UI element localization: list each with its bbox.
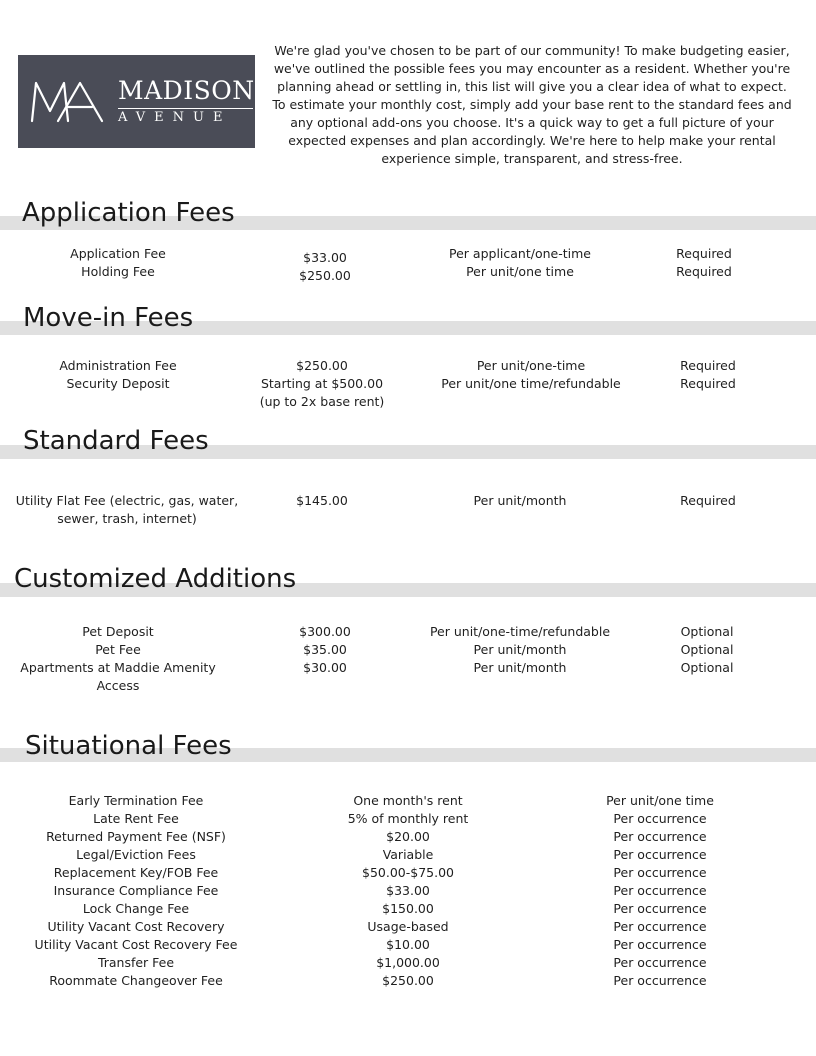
fee-frequency: Per unit/one-time/refundable — [429, 624, 611, 639]
fee-frequency: Per unit/month — [473, 642, 567, 657]
fee-name: Roommate Changeover Fee — [49, 973, 223, 988]
fee-frequency: Per occurrence — [613, 847, 707, 862]
fee-status: Required — [680, 493, 736, 508]
fee-amount: $50.00-$75.00 — [362, 865, 454, 880]
fee-frequency: Per unit/month — [473, 493, 567, 508]
fee-name: Insurance Compliance Fee — [53, 883, 219, 898]
fee-status: Required — [676, 264, 732, 279]
fee-frequency: Per unit/one time/refundable — [441, 376, 621, 391]
fee-frequency: Per occurrence — [613, 829, 707, 844]
fee-frequency: Per unit/month — [473, 660, 567, 675]
section-title-situational: Situational Fees — [25, 731, 232, 761]
brand-logo — [18, 55, 255, 148]
fee-amount: 5% of monthly rent — [347, 811, 469, 826]
section-title-application: Application Fees — [22, 198, 235, 228]
fee-frequency: Per occurrence — [613, 973, 707, 988]
fee-name: Legal/Eviction Fees — [76, 847, 196, 862]
logo-name: MADISON — [118, 76, 255, 105]
fee-status: Required — [676, 246, 732, 261]
fee-amount: $250.00 — [299, 268, 351, 283]
fee-amount: $1,000.00 — [376, 955, 440, 970]
fee-name: Late Rent Fee — [93, 811, 179, 826]
fee-name: Application Fee — [70, 246, 166, 261]
fee-amount: $33.00 — [303, 250, 347, 265]
fee-amount: $30.00 — [303, 660, 347, 675]
fee-name: Returned Payment Fee (NSF) — [46, 829, 226, 844]
fee-frequency: Per occurrence — [613, 865, 707, 880]
fee-frequency: Per unit/one time — [606, 793, 714, 808]
section-title-customized: Customized Additions — [14, 564, 297, 594]
fee-frequency: Per occurrence — [613, 919, 707, 934]
fee-name: Early Termination Fee — [68, 793, 204, 808]
fee-amount: $20.00 — [386, 829, 430, 844]
fee-name: Pet Fee — [95, 642, 141, 657]
fee-name: Utility Flat Fee (electric, gas, water, sewer, trash, internet) — [15, 493, 239, 526]
fee-frequency: Per occurrence — [613, 955, 707, 970]
fee-amount: $10.00 — [386, 937, 430, 952]
fee-name: Administration Fee — [59, 358, 177, 373]
fee-status: Optional — [680, 624, 734, 639]
fee-name: Holding Fee — [81, 264, 155, 279]
fee-amount: $145.00 — [296, 493, 348, 508]
fee-amount: $150.00 — [382, 901, 434, 916]
fee-amount: One month's rent — [353, 793, 463, 808]
intro-paragraph: We're glad you've chosen to be part of our community! To make budgeting easier, we've outlined the possible fees you may encounter as a resident. Whether you're planning ahead or settling in, this list will give you a clear idea of what to expect. To estimate your monthly cost, simply add your base rent to the standard fees and any optional add-ons you choose. It's a quick way to get a full picture of your expected expenses and plan accordingly. We're here to help make your rental experience simple, transparent, and stress-free. — [272, 43, 792, 166]
fee-frequency: Per unit/one time — [466, 264, 574, 279]
fee-amount: Variable — [382, 847, 434, 862]
fee-status: Optional — [680, 642, 734, 657]
fee-name: Apartments at Maddie Amenity Access — [20, 660, 216, 693]
fee-frequency: Per occurrence — [613, 883, 707, 898]
section-title-move-in: Move-in Fees — [23, 303, 194, 333]
fee-frequency: Per occurrence — [613, 901, 707, 916]
fee-name: Security Deposit — [66, 376, 170, 391]
fee-name: Utility Vacant Cost Recovery — [47, 919, 225, 934]
fee-status: Required — [680, 358, 736, 373]
section-title-standard: Standard Fees — [23, 426, 209, 456]
fee-name: Utility Vacant Cost Recovery Fee — [34, 937, 238, 952]
fee-status: Optional — [680, 660, 734, 675]
fee-amount: $250.00 — [296, 358, 348, 373]
fee-name: Pet Deposit — [82, 624, 154, 639]
fee-amount: Usage-based — [367, 919, 449, 934]
fee-status: Required — [680, 376, 736, 391]
fee-name: Transfer Fee — [97, 955, 175, 970]
fee-frequency: Per unit/one-time — [476, 358, 586, 373]
fee-frequency: Per occurrence — [613, 811, 707, 826]
fee-amount: $35.00 — [303, 642, 347, 657]
fee-frequency: Per applicant/one-time — [449, 246, 591, 261]
fee-name: Replacement Key/FOB Fee — [53, 865, 219, 880]
fee-frequency: Per occurrence — [613, 937, 707, 952]
logo-subtitle: AVENUE — [118, 110, 232, 125]
fee-amount: $300.00 — [299, 624, 351, 639]
fee-name: Lock Change Fee — [82, 901, 190, 916]
monogram-icon — [28, 77, 108, 125]
fee-amount: $33.00 — [386, 883, 430, 898]
fee-amount: Starting at $500.00 (up to 2x base rent) — [259, 376, 385, 409]
fee-amount: $250.00 — [382, 973, 434, 988]
